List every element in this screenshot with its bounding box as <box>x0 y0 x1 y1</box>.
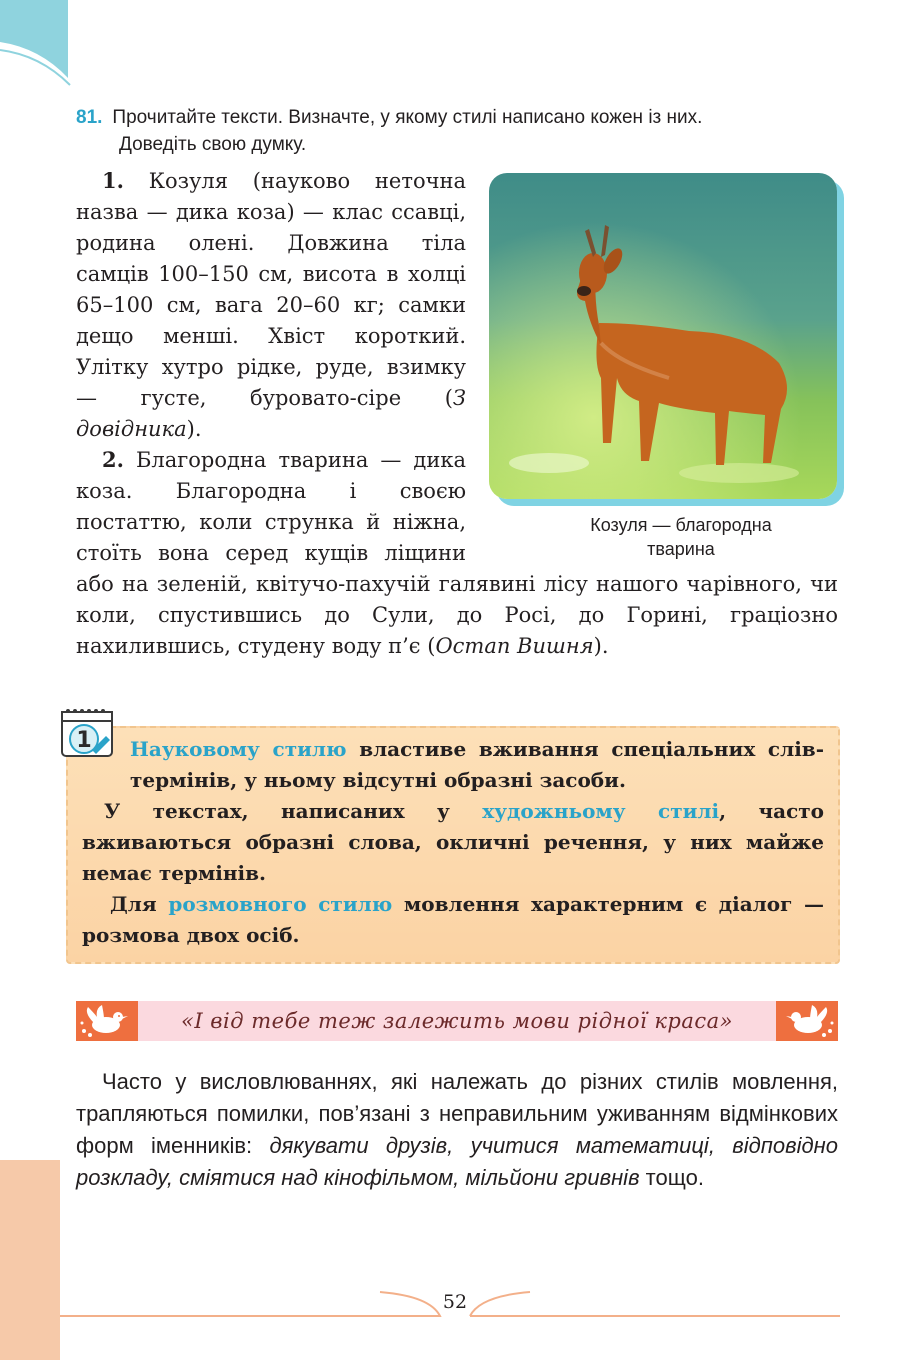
photo-caption-line-2: тварина <box>647 539 715 559</box>
task-instruction <box>76 104 840 158</box>
rule-artistic <box>82 796 824 889</box>
bird-ornament-right <box>776 1001 838 1041</box>
text-1-source: З довідника <box>76 386 466 441</box>
text-2-body: Благородна тварина — дика коза. Благородна і своєю постаттю, коли струнка й ніжна, стоїть вона серед кущів ліщини або на зеленій, квітучо-пахучій галявині лісу нашого чарівного, чи коли, спустившись до Сули, до Росі, до Горині, граціозно нахилившись, студену воду п’є ( <box>76 448 838 658</box>
body-paragraph <box>76 1066 838 1194</box>
case-errors-paragraph <box>76 1066 838 1194</box>
rule-colloquial-rest: мовлення характерним є діалог — розмова двох осіб. <box>82 892 825 947</box>
reading-texts <box>76 165 466 445</box>
corner-decoration <box>0 0 80 90</box>
term-scientific-style: Науковому стилю <box>130 737 347 761</box>
text-1-number: 1. <box>102 168 124 193</box>
rule-colloquial-start: Для <box>110 892 169 916</box>
bird-icon <box>76 1001 138 1041</box>
text-2-end: ). <box>593 634 609 658</box>
text-1 <box>76 165 466 445</box>
rule-artistic-start: У текстах, написаних у <box>104 799 483 823</box>
corner-decoration-bottom <box>0 1160 60 1360</box>
page-number: 52 <box>442 1291 468 1313</box>
text-2-wrapper <box>76 444 838 662</box>
section-banner <box>76 1001 838 1041</box>
paragraph-start: Часто у висловлюваннях, які належать до різних стилів мовлення, трапляються помилки, пов’язані з неправильним уживанням відмінкових форм іменників: <box>76 1069 838 1158</box>
text-1-body: Козуля (науково неточна назва — дика коза) — клас ссавці, родина олені. Довжина тіла самців 100–150 см, висота в холці 65–100 см, вага 20–60 кг; самки дещо менші. Хвіст короткий. Улітку хутро рідке, руде, взимку — густе, буровато-сіре ( <box>76 169 466 410</box>
rule-artistic-rest: , часто вживаються образні слова, окличні речення, у них майже немає термінів. <box>82 799 825 885</box>
text-2-source: Остап Вишня <box>435 634 594 658</box>
bird-ornament-left <box>76 1001 138 1041</box>
text-2-number: 2. <box>102 447 124 472</box>
paragraph-examples: дякувати друзів, учитися математиці, відповідно розкладу, сміятися над кінофільмом, мільйони гривнів <box>76 1133 838 1190</box>
term-colloquial-style: розмовного стилю <box>168 892 393 916</box>
text-1-end: ). <box>186 417 202 441</box>
photo-caption-line-1: Козуля — благородна <box>590 515 772 535</box>
paragraph-end: тощо. <box>639 1165 704 1190</box>
banner-text: «І від тебе теж залежить мови рідної краса» <box>180 1009 734 1033</box>
rule-scientific-rest: властиве вживання спеціальних слів-термінів, у ньому відсутні образні засоби. <box>130 737 824 792</box>
rule-text <box>82 734 824 951</box>
task-line-2: Доведіть свою думку. <box>119 134 307 155</box>
rule-colloquial <box>82 889 824 951</box>
svg-text:1: 1 <box>76 728 92 753</box>
text-wrap-spacer <box>466 444 838 568</box>
task-number: 81. <box>76 107 103 128</box>
task-line-1: Прочитайте тексти. Визначте, у якому стилі написано кожен із них. <box>112 107 703 128</box>
bird-icon <box>776 1001 838 1041</box>
term-artistic-style: художньому стилі <box>482 799 720 823</box>
rule-scientific <box>82 734 824 796</box>
